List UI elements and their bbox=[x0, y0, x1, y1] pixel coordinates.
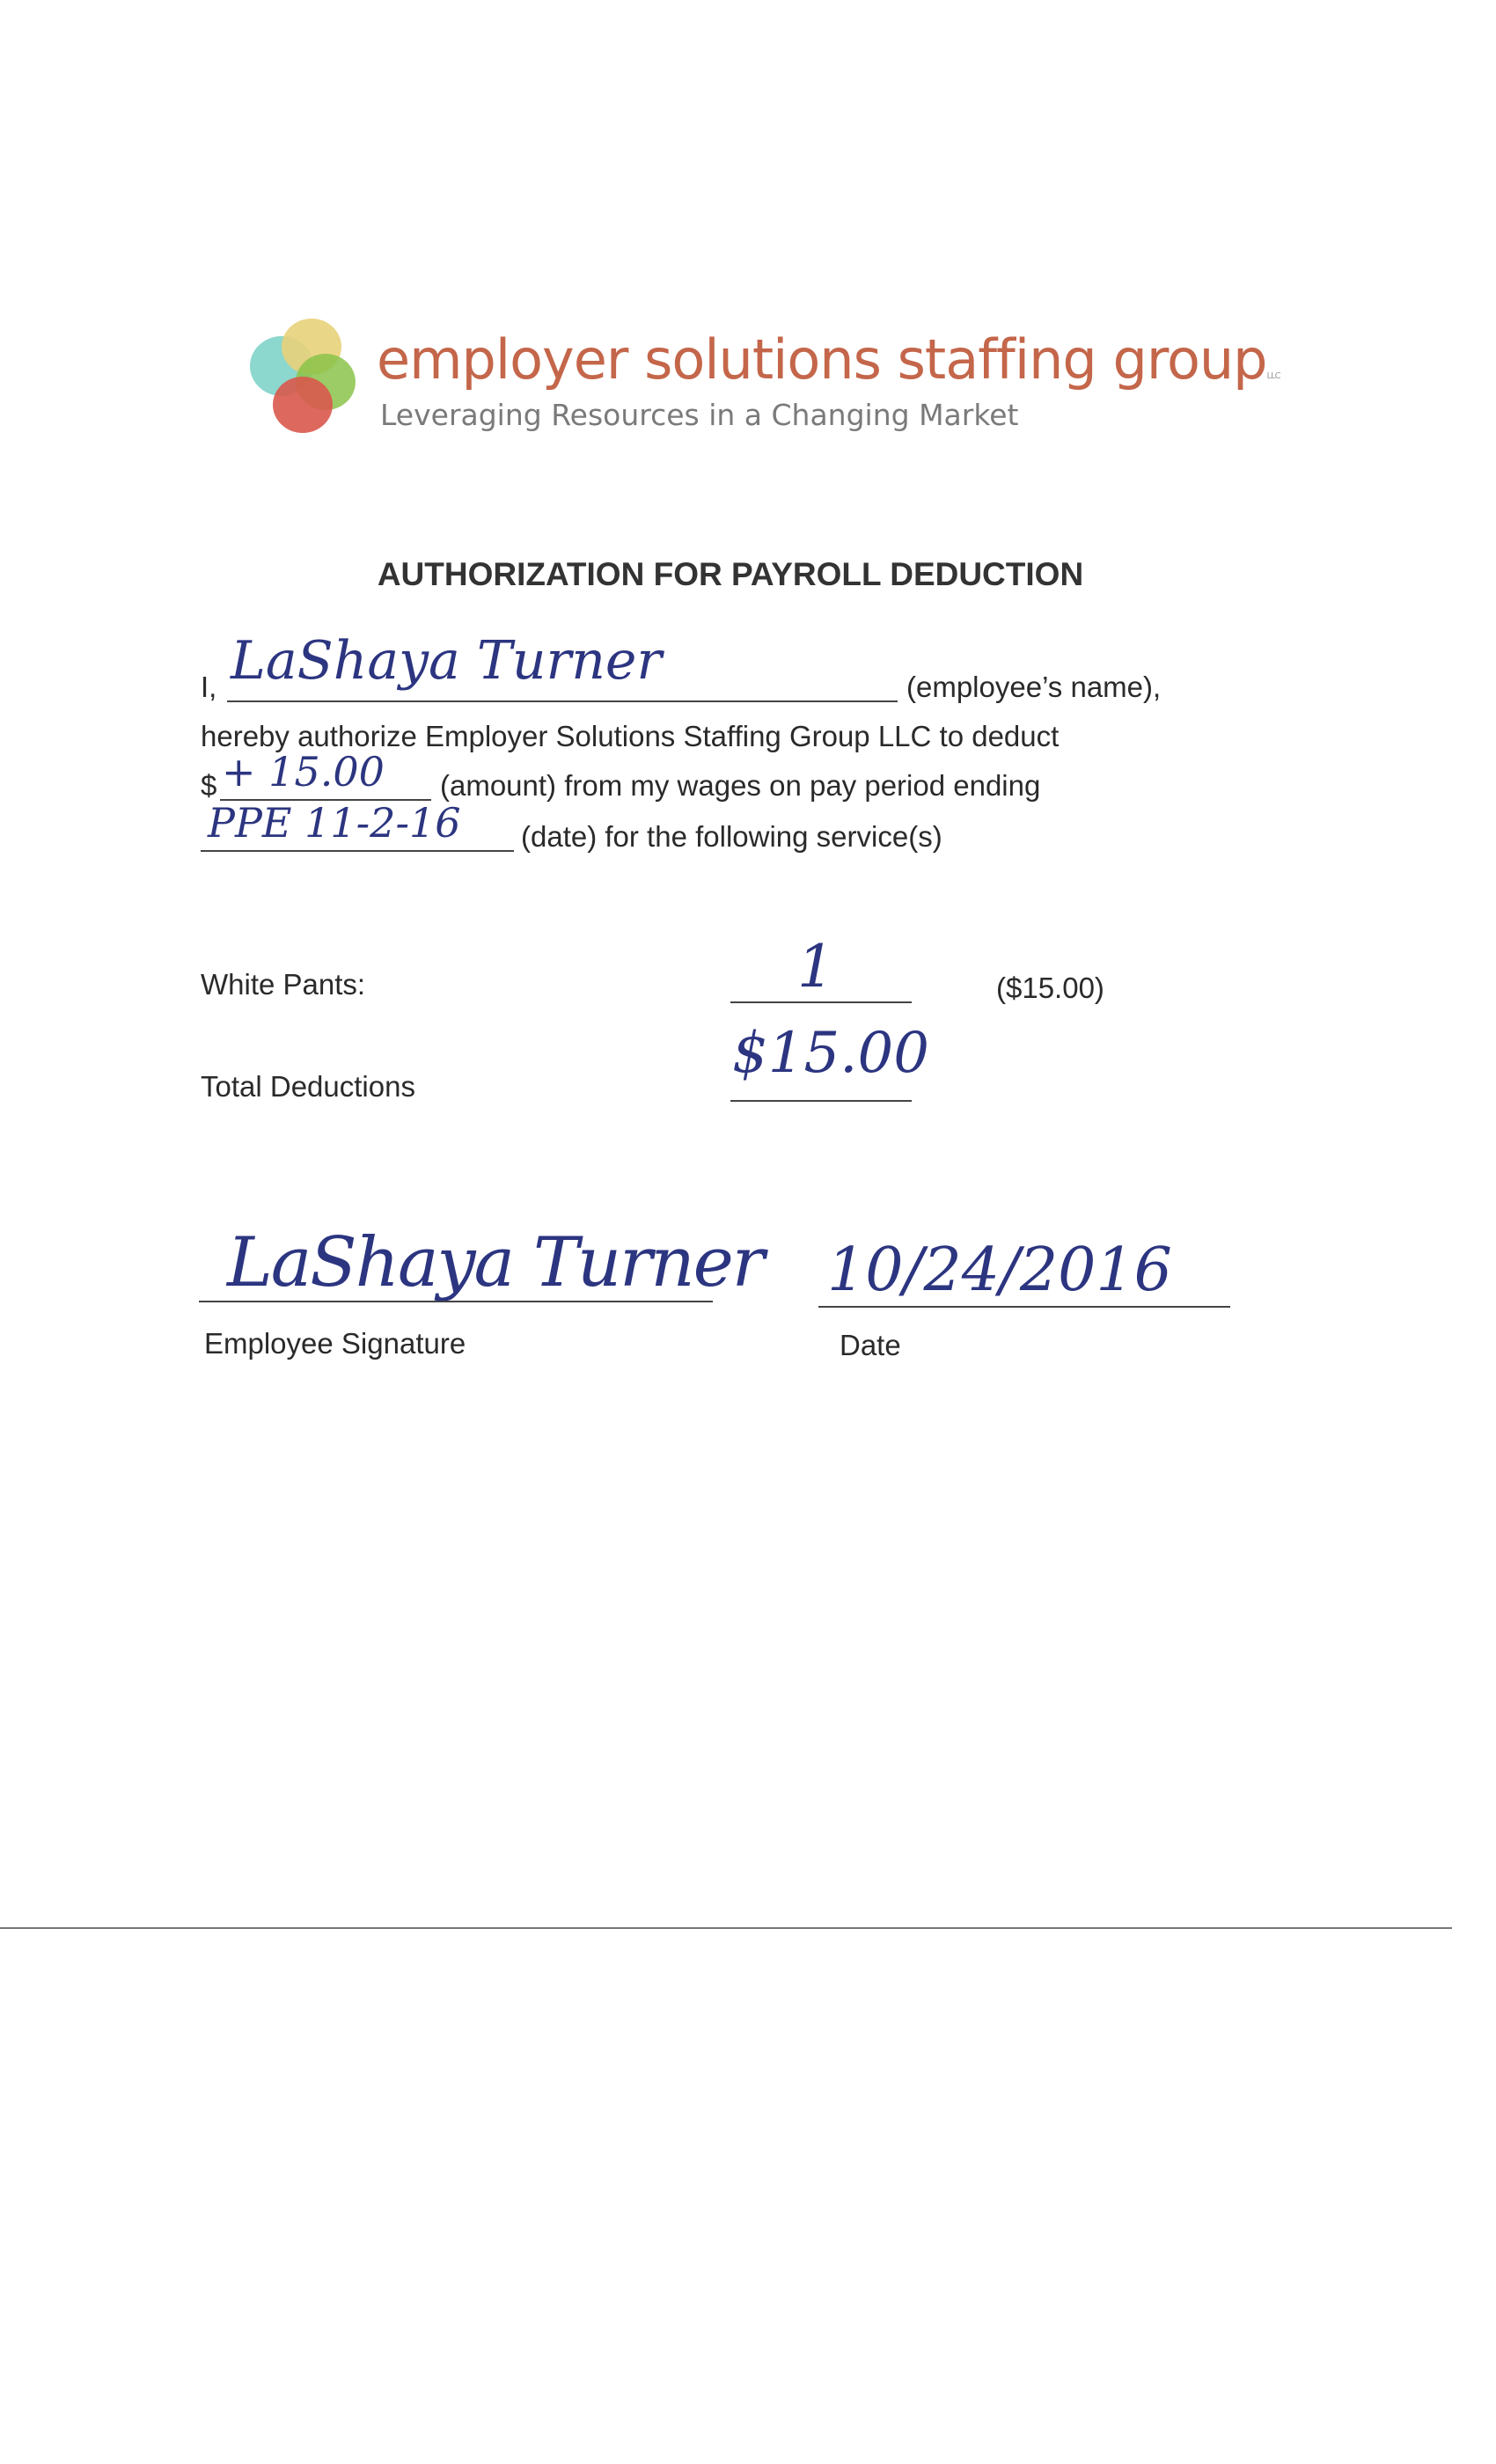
amount-caption: (amount) from my wages on pay period ending bbox=[440, 769, 1041, 802]
employee-name-handwritten: LaShaya Turner bbox=[231, 630, 663, 692]
logo-tagline: Leveraging Resources in a Changing Market bbox=[380, 398, 1019, 432]
document-title: AUTHORIZATION FOR PAYROLL DEDUCTION bbox=[377, 556, 1084, 592]
amount-value: 15.00 bbox=[268, 748, 385, 796]
dollar-sign: $ bbox=[201, 769, 217, 802]
logo-company-name bbox=[377, 327, 1280, 392]
total-label: Total Deductions bbox=[201, 1070, 415, 1103]
item-price: ($15.00) bbox=[996, 972, 1104, 1004]
page-divider bbox=[0, 1927, 1452, 1929]
prefix-i: I, bbox=[201, 671, 217, 703]
employee-signature: LaShaya Turner bbox=[227, 1223, 764, 1302]
company-suffix: LLC bbox=[1266, 371, 1280, 381]
period-line[interactable] bbox=[201, 850, 514, 852]
period-handwritten: PPE 11-2-16 bbox=[208, 799, 461, 847]
logo-mark bbox=[239, 313, 371, 445]
item-label: White Pants: bbox=[201, 968, 366, 1001]
total-line[interactable] bbox=[730, 1100, 912, 1102]
date-caption: Date bbox=[840, 1329, 901, 1361]
employee-name-line[interactable] bbox=[227, 700, 898, 702]
date-handwritten: 10/24/2016 bbox=[827, 1236, 1172, 1305]
total-handwritten: $15.00 bbox=[732, 1021, 929, 1086]
company-name-text: employer solutions staffing group bbox=[377, 327, 1267, 392]
item-quantity-line[interactable] bbox=[730, 1001, 912, 1003]
date-line[interactable] bbox=[818, 1306, 1230, 1308]
employee-name-caption: (employee’s name), bbox=[906, 671, 1162, 703]
period-caption: (date) for the following service(s) bbox=[521, 820, 942, 853]
authorize-text: hereby authorize Employer Solutions Staffing Group LLC to deduct bbox=[201, 720, 1060, 752]
amount-handwritten: + 15.00 bbox=[222, 748, 385, 796]
employee-signature-caption: Employee Signature bbox=[204, 1327, 466, 1360]
item-quantity-handwritten: 1 bbox=[797, 933, 834, 1001]
